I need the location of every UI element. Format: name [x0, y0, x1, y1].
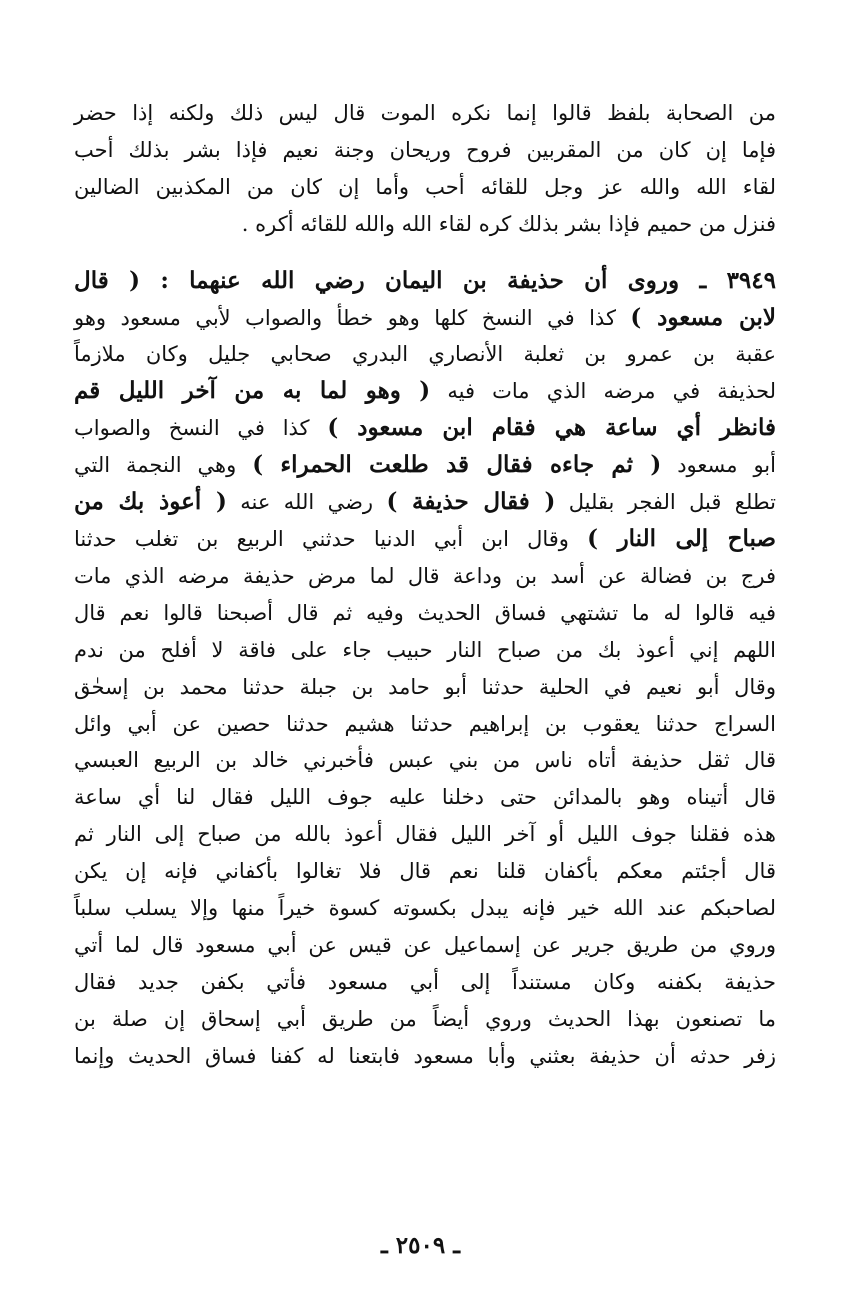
text-line [74, 447, 776, 484]
commentary-text: كذا في النسخ والصواب [74, 416, 328, 441]
text-line [74, 521, 776, 558]
text-line: السراج حدثنا يعقوب بن إبراهيم حدثنا هشيم حدثنا حصين عن أبي وائل [74, 711, 776, 736]
bold-quote: صباح إلى النار ) [587, 524, 776, 552]
text-line: ما تصنعون بهذا الحديث وروي أيضاً من طريق أبي إسحاق إن صلة بن [74, 1006, 776, 1031]
commentary-text: وهي النجمة التي [74, 453, 253, 478]
text-line: عقبة بن عمرو بن ثعلبة الأنصاري البدري صحابي جليل وكان ملازماً [74, 342, 776, 367]
commentary-text: رضي الله عنه [226, 490, 387, 515]
page-number: ـ ٢٥٠٩ ـ [381, 1232, 460, 1259]
text-line: قال ثقل حذيفة أتاه ناس من بني عبس فأخبرني خالد بن الربيع العبسي [74, 748, 776, 773]
text-line: فإما إن كان من المقربين فروح وريحان وجنة نعيم فإذا بشر بذلك أحب [74, 137, 776, 162]
text-line: لقاء الله والله عز وجل للقائه أحب وأما إن كان من المكذبين الضالين [74, 174, 776, 199]
commentary-text: وقال ابن أبي الدنيا حدثني الربيع بن تغلب حدثنا [74, 526, 588, 551]
bold-quote: ( أعوذ بك من [74, 488, 227, 516]
commentary-text: لحذيفة في مرضه الذي مات فيه [430, 379, 776, 404]
text-line: من الصحابة بلفظ قالوا إنما نكره الموت قال ليس ذلك ولكنه إذا حضر [74, 101, 776, 125]
text-line: زفر حدثه أن حذيفة بعثني وأبا مسعود فابتعنا له كفنا فساق الحديث وإنما [74, 1043, 776, 1068]
entry-heading-line: ٣٩٤٩ ـ وروى أن حذيفة بن اليمان رضي الله عنهما : ( قال [74, 266, 776, 294]
commentary-text: أبو مسعود [661, 453, 776, 478]
text-line: حذيفة بكفنه وكان مستنداً إلى أبي مسعود فأتي بكفن جديد فقال [74, 969, 776, 994]
text-line: وروي من طريق جرير عن إسماعيل عن قيس عن أبي مسعود قال لما أتي [74, 932, 776, 957]
text-line [74, 373, 776, 410]
bold-quote: ( وهو لما به من آخر الليل قم [74, 377, 431, 405]
text-line: هذه فقلنا جوف الليل أو آخر الليل فقال أعوذ بالله من صباح إلى النار ثم [74, 822, 776, 847]
text-line: فنزل من حميم فإذا بشر بذلك كره لقاء الله والله للقائه أكره . [241, 211, 776, 236]
text-line [74, 300, 776, 337]
bold-quote: ( ثم جاءه فقال قد طلعت الحمراء ) [252, 451, 662, 479]
paragraph-gap [74, 243, 776, 263]
text-line: قال أجئتم معكم بأكفان قلنا نعم قال فلا تغالوا بأكفاني فإنه إن يكن [74, 859, 776, 884]
text-line: وقال أبو نعيم في الحلية حدثنا أبو حامد بن جبلة حدثنا محمد بن إسحٰق [74, 674, 776, 699]
text-line [74, 484, 776, 521]
text-line: قال أتيناه وهو بالمدائن حتى دخلنا عليه جوف الليل فقال لنا أي ساعة [74, 785, 776, 810]
commentary-text: تطلع قبل الفجر بقليل [555, 490, 776, 515]
text-line: فيه قالوا له ما تشتهي فساق الحديث وفيه ثم قال أصبحنا قالوا نعم قال [74, 600, 776, 625]
bold-quote: فانظر أي ساعة هي فقام ابن مسعود ) [327, 414, 777, 442]
bold-quote: ( فقال حذيفة ) [386, 488, 556, 516]
bold-quote: لابن مسعود ) [630, 303, 776, 331]
text-line: لصاحبكم عند الله خير فإنه يبدل بكسوته كسوة خيراً منها وإلا يسلب سلباً [74, 896, 776, 921]
text-line: اللهم إني أعوذ بك من صباح النار حبيب جاء على فاقة لا أفلح من ندم [74, 637, 776, 662]
text-line [74, 410, 776, 447]
commentary-text: كذا في النسخ كلها وهو خطأ والصواب لأبي مسعود وهو [74, 305, 631, 330]
text-line: فرج بن فضالة عن أسد بن وداعة قال لما مرض حذيفة مرضه الذي مات [74, 563, 776, 588]
page-text [74, 95, 776, 1075]
